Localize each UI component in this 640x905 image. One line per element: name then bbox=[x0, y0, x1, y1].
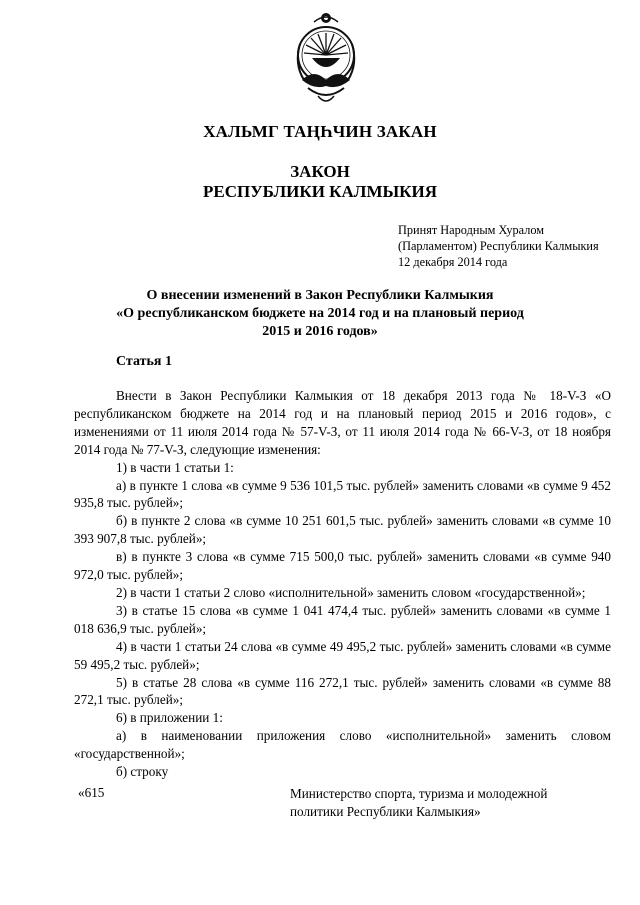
heading-line1: О внесении изменений в Закон Республики Калмыкия bbox=[146, 288, 494, 303]
paragraph: б) в пункте 2 слова «в сумме 10 251 601,5 тыс. рублей» заменить словами «в сумме 10 393 907,8 тыс. рублей»; bbox=[74, 513, 611, 547]
paragraph: б) строку bbox=[116, 764, 169, 780]
article-body bbox=[74, 387, 611, 781]
law-title-line2: РЕСПУБЛИКИ КАЛМЫКИЯ bbox=[202, 182, 438, 201]
kalmykia-emblem bbox=[292, 10, 360, 110]
paragraph: 4) в части 1 статьи 24 слова «в сумме 49 495,2 тыс. рублей» заменить словами «в сумме 59 495,2 тыс. рублей»; bbox=[74, 638, 611, 672]
adoption-line2: (Парламентом) Республики Калмыкия bbox=[398, 239, 599, 253]
table-row-name-line1: Министерство спорта, туризма и молодежной bbox=[290, 786, 548, 801]
table-row-name bbox=[290, 785, 612, 821]
paragraph: а) в наименовании приложения слово «исполнительной» заменить словом «государственной»; bbox=[74, 728, 611, 762]
table-row-code: «615 bbox=[78, 785, 105, 800]
paragraph: 6) в приложении 1: bbox=[116, 710, 223, 726]
document-heading bbox=[80, 287, 560, 341]
table-row-name-line2: политики Республики Калмыкия» bbox=[290, 804, 481, 819]
paragraph: 5) в статье 28 слова «в сумме 116 272,1 тыс. рублей» заменить словами «в сумме 88 272,1 тыс. рублей»; bbox=[74, 674, 611, 708]
adoption-note bbox=[398, 222, 628, 270]
paragraph: 3) в статье 15 слова «в сумме 1 041 474,4 тыс. рублей» заменить словами «в сумме 1 018 636,9 тыс. рублей»; bbox=[74, 602, 611, 636]
adoption-date: 12 декабря 2014 года bbox=[398, 255, 508, 269]
article-title: Статья 1 bbox=[116, 354, 172, 369]
heading-line3: 2015 и 2016 годов» bbox=[262, 324, 378, 339]
heading-line2: «О республиканском бюджете на 2014 год и на плановый период bbox=[116, 306, 524, 321]
law-title-line1: ЗАКОН bbox=[290, 162, 350, 181]
paragraph: а) в пункте 1 слова «в сумме 9 536 101,5 тыс. рублей» заменить словами «в сумме 9 452 935,8 тыс. рублей»; bbox=[74, 477, 611, 511]
paragraph: 2) в части 1 статьи 2 слово «исполнительной» заменить словом «государственной»; bbox=[116, 584, 586, 600]
law-title bbox=[0, 162, 640, 202]
paragraph: Внести в Закон Республики Калмыкия от 18 декабря 2013 года № 18-V-З «О республиканском бюджете на 2014 год и на плановый период 2015 и 2016 годов», с изменениями от 11 июля 2014 года № 57-V-З, от 11 июля 2014 года № 66-V-З, от 18 ноября 2014 года № 77-V-З, следующие изменения: bbox=[74, 388, 611, 457]
paragraph: 1) в части 1 статьи 1: bbox=[116, 459, 234, 475]
adoption-line1: Принят Народным Хуралом bbox=[398, 223, 545, 237]
title-kalmyk: ХАЛЬМГ ТАҢҺЧИН ЗАКАН bbox=[203, 122, 437, 141]
paragraph: в) в пункте 3 слова «в сумме 715 500,0 тыс. рублей» заменить словами «в сумме 940 972,0 тыс. рублей»; bbox=[74, 549, 611, 583]
